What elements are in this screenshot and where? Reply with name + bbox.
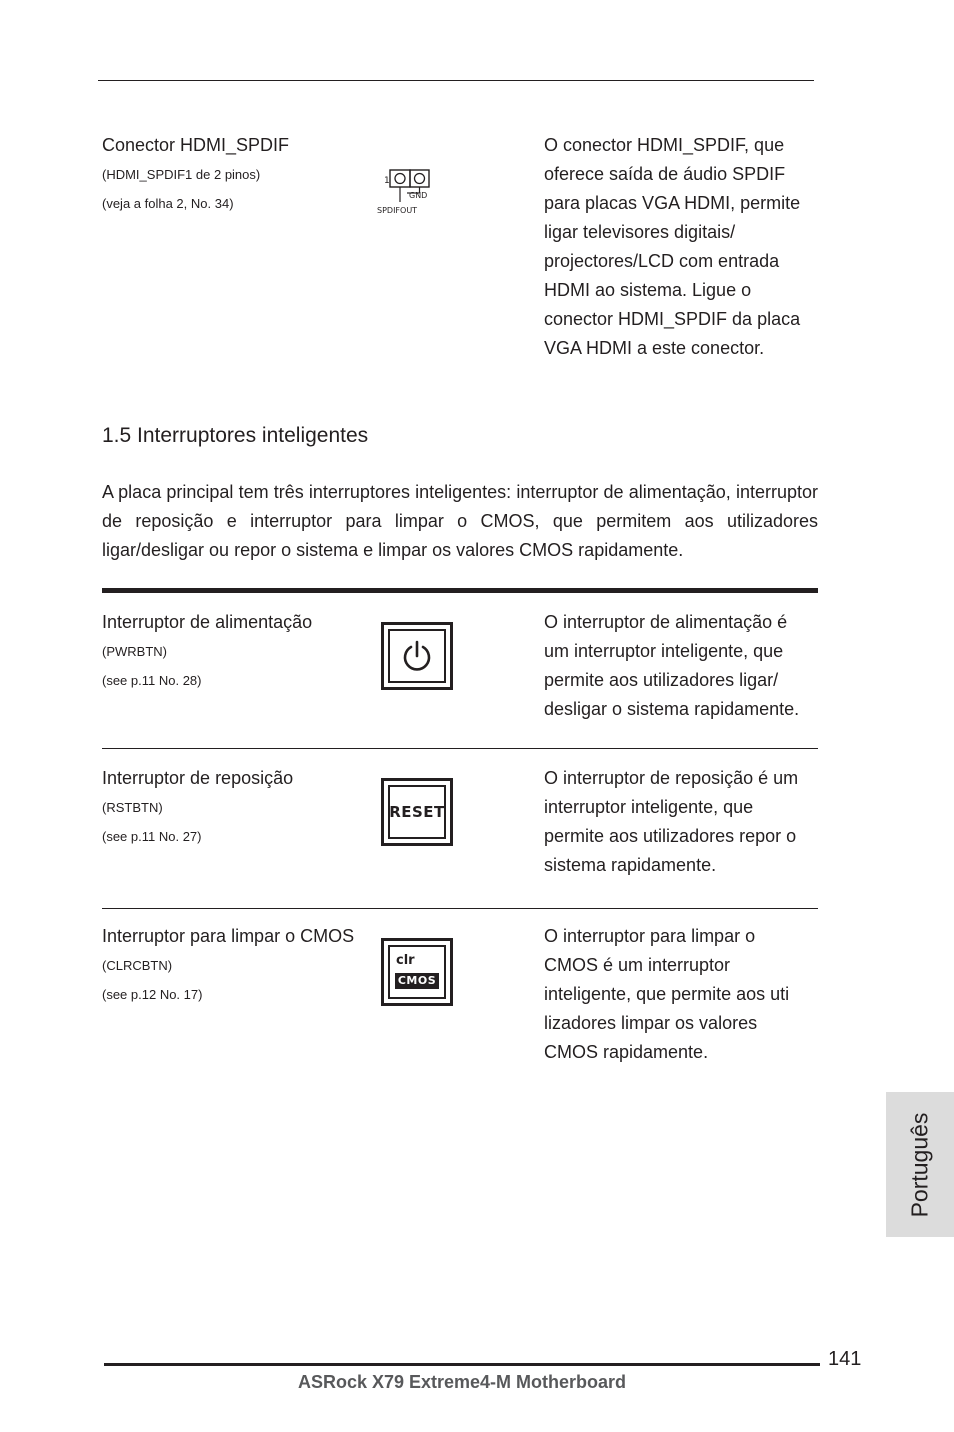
- reset-button-image: [381, 778, 453, 846]
- power-description: [544, 608, 834, 724]
- footer-title: ASRock X79 Extreme4-M Motherboard: [297, 1372, 627, 1392]
- hdmi-desc-line: VGA HDMI a este conector.: [544, 338, 765, 358]
- spdifout-label: SPDIFOUT: [377, 206, 418, 215]
- pin-one-label: 1: [384, 176, 390, 186]
- hdmi-desc-line: projectores/LCD com entrada: [544, 251, 780, 271]
- reset-title: Interruptor de reposição: [102, 768, 294, 788]
- gnd-label: GND: [409, 191, 428, 200]
- clrcmos-desc-line: CMOS é um interruptor: [544, 955, 731, 975]
- clrcmos-desc-line: O interruptor para limpar o: [544, 926, 756, 946]
- clrcmos-desc-line: CMOS rapidamente.: [544, 1042, 709, 1062]
- hdmi-desc-line: HDMI ao sistema. Ligue o: [544, 280, 752, 300]
- clrcmos-header-id: (CLRCBTN): [102, 958, 173, 973]
- clrcmos-description: [544, 922, 834, 1067]
- reset-description: [544, 764, 834, 880]
- clrcmos-button-image: [381, 938, 453, 1006]
- cmos-label: CMOS: [395, 973, 439, 989]
- clrcmos-desc-line: lizadores limpar os valores: [544, 1013, 758, 1033]
- hdmi-desc-line: ligar televisores digitais/: [544, 222, 736, 242]
- hdmi-desc-line: oferece saída de áudio SPDIF: [544, 164, 786, 184]
- reset-desc-line: interruptor inteligente, que: [544, 797, 754, 817]
- reset-button-label: RESET: [389, 803, 445, 821]
- row-divider: [102, 748, 818, 749]
- language-tab: [886, 1092, 954, 1237]
- reset-desc-line: O interruptor de reposição é um: [544, 768, 799, 788]
- clrcmos-location: (see p.12 No. 17): [102, 987, 203, 1002]
- reset-desc-line: sistema rapidamente.: [544, 855, 717, 875]
- reset-header-id: (RSTBTN): [102, 800, 163, 815]
- clrcmos-desc-line: inteligente, que permite aos uti: [544, 984, 790, 1004]
- power-desc-line: um interruptor inteligente, que: [544, 641, 784, 661]
- section-paragraph: A placa principal tem três interruptores inteligentes: interruptor de alimentação, interruptor de reposição e interruptor para limpar o CMOS, que permitem aos utilizadores ligar/desligar ou repor o sistema e limpar os valores CMOS rapidamente.: [102, 482, 818, 560]
- row-divider: [102, 908, 818, 909]
- clrcmos-title: Interruptor para limpar o CMOS: [102, 926, 355, 946]
- table-top-rule: [102, 588, 818, 593]
- power-location: (see p.11 No. 28): [102, 673, 202, 688]
- section-heading: 1.5 Interruptores inteligentes: [102, 424, 369, 447]
- hdmi-pins: (HDMI_SPDIF1 de 2 pinos): [102, 167, 261, 182]
- power-header-id: (PWRBTN): [102, 644, 167, 659]
- hdmi-desc-line: O conector HDMI_SPDIF, que: [544, 135, 785, 155]
- top-rule: [98, 80, 814, 81]
- page-number: 141: [828, 1348, 862, 1370]
- hdmi-title: Conector HDMI_SPDIF: [102, 135, 290, 155]
- power-icon: [402, 639, 432, 673]
- spdif-header-diagram: [376, 164, 442, 218]
- reset-desc-line: permite aos utilizadores repor o: [544, 826, 797, 846]
- spdif-pins-icon: [376, 164, 442, 218]
- power-desc-line: permite aos utilizadores ligar/: [544, 670, 779, 690]
- footer-rule: [104, 1363, 820, 1366]
- power-desc-line: O interruptor de alimentação é: [544, 612, 788, 632]
- clr-label: clr: [396, 953, 415, 968]
- hdmi-description: [544, 131, 834, 363]
- hdmi-desc-line: conector HDMI_SPDIF da placa: [544, 309, 801, 329]
- power-button-image: [381, 622, 453, 690]
- reset-location: (see p.11 No. 27): [102, 829, 202, 844]
- power-title: Interruptor de alimentação: [102, 612, 313, 632]
- language-tab-label: Português: [906, 1112, 933, 1217]
- hdmi-location: (veja a folha 2, No. 34): [102, 196, 234, 211]
- hdmi-desc-line: para placas VGA HDMI, permite: [544, 193, 801, 213]
- power-desc-line: desligar o sistema rapidamente.: [544, 699, 800, 719]
